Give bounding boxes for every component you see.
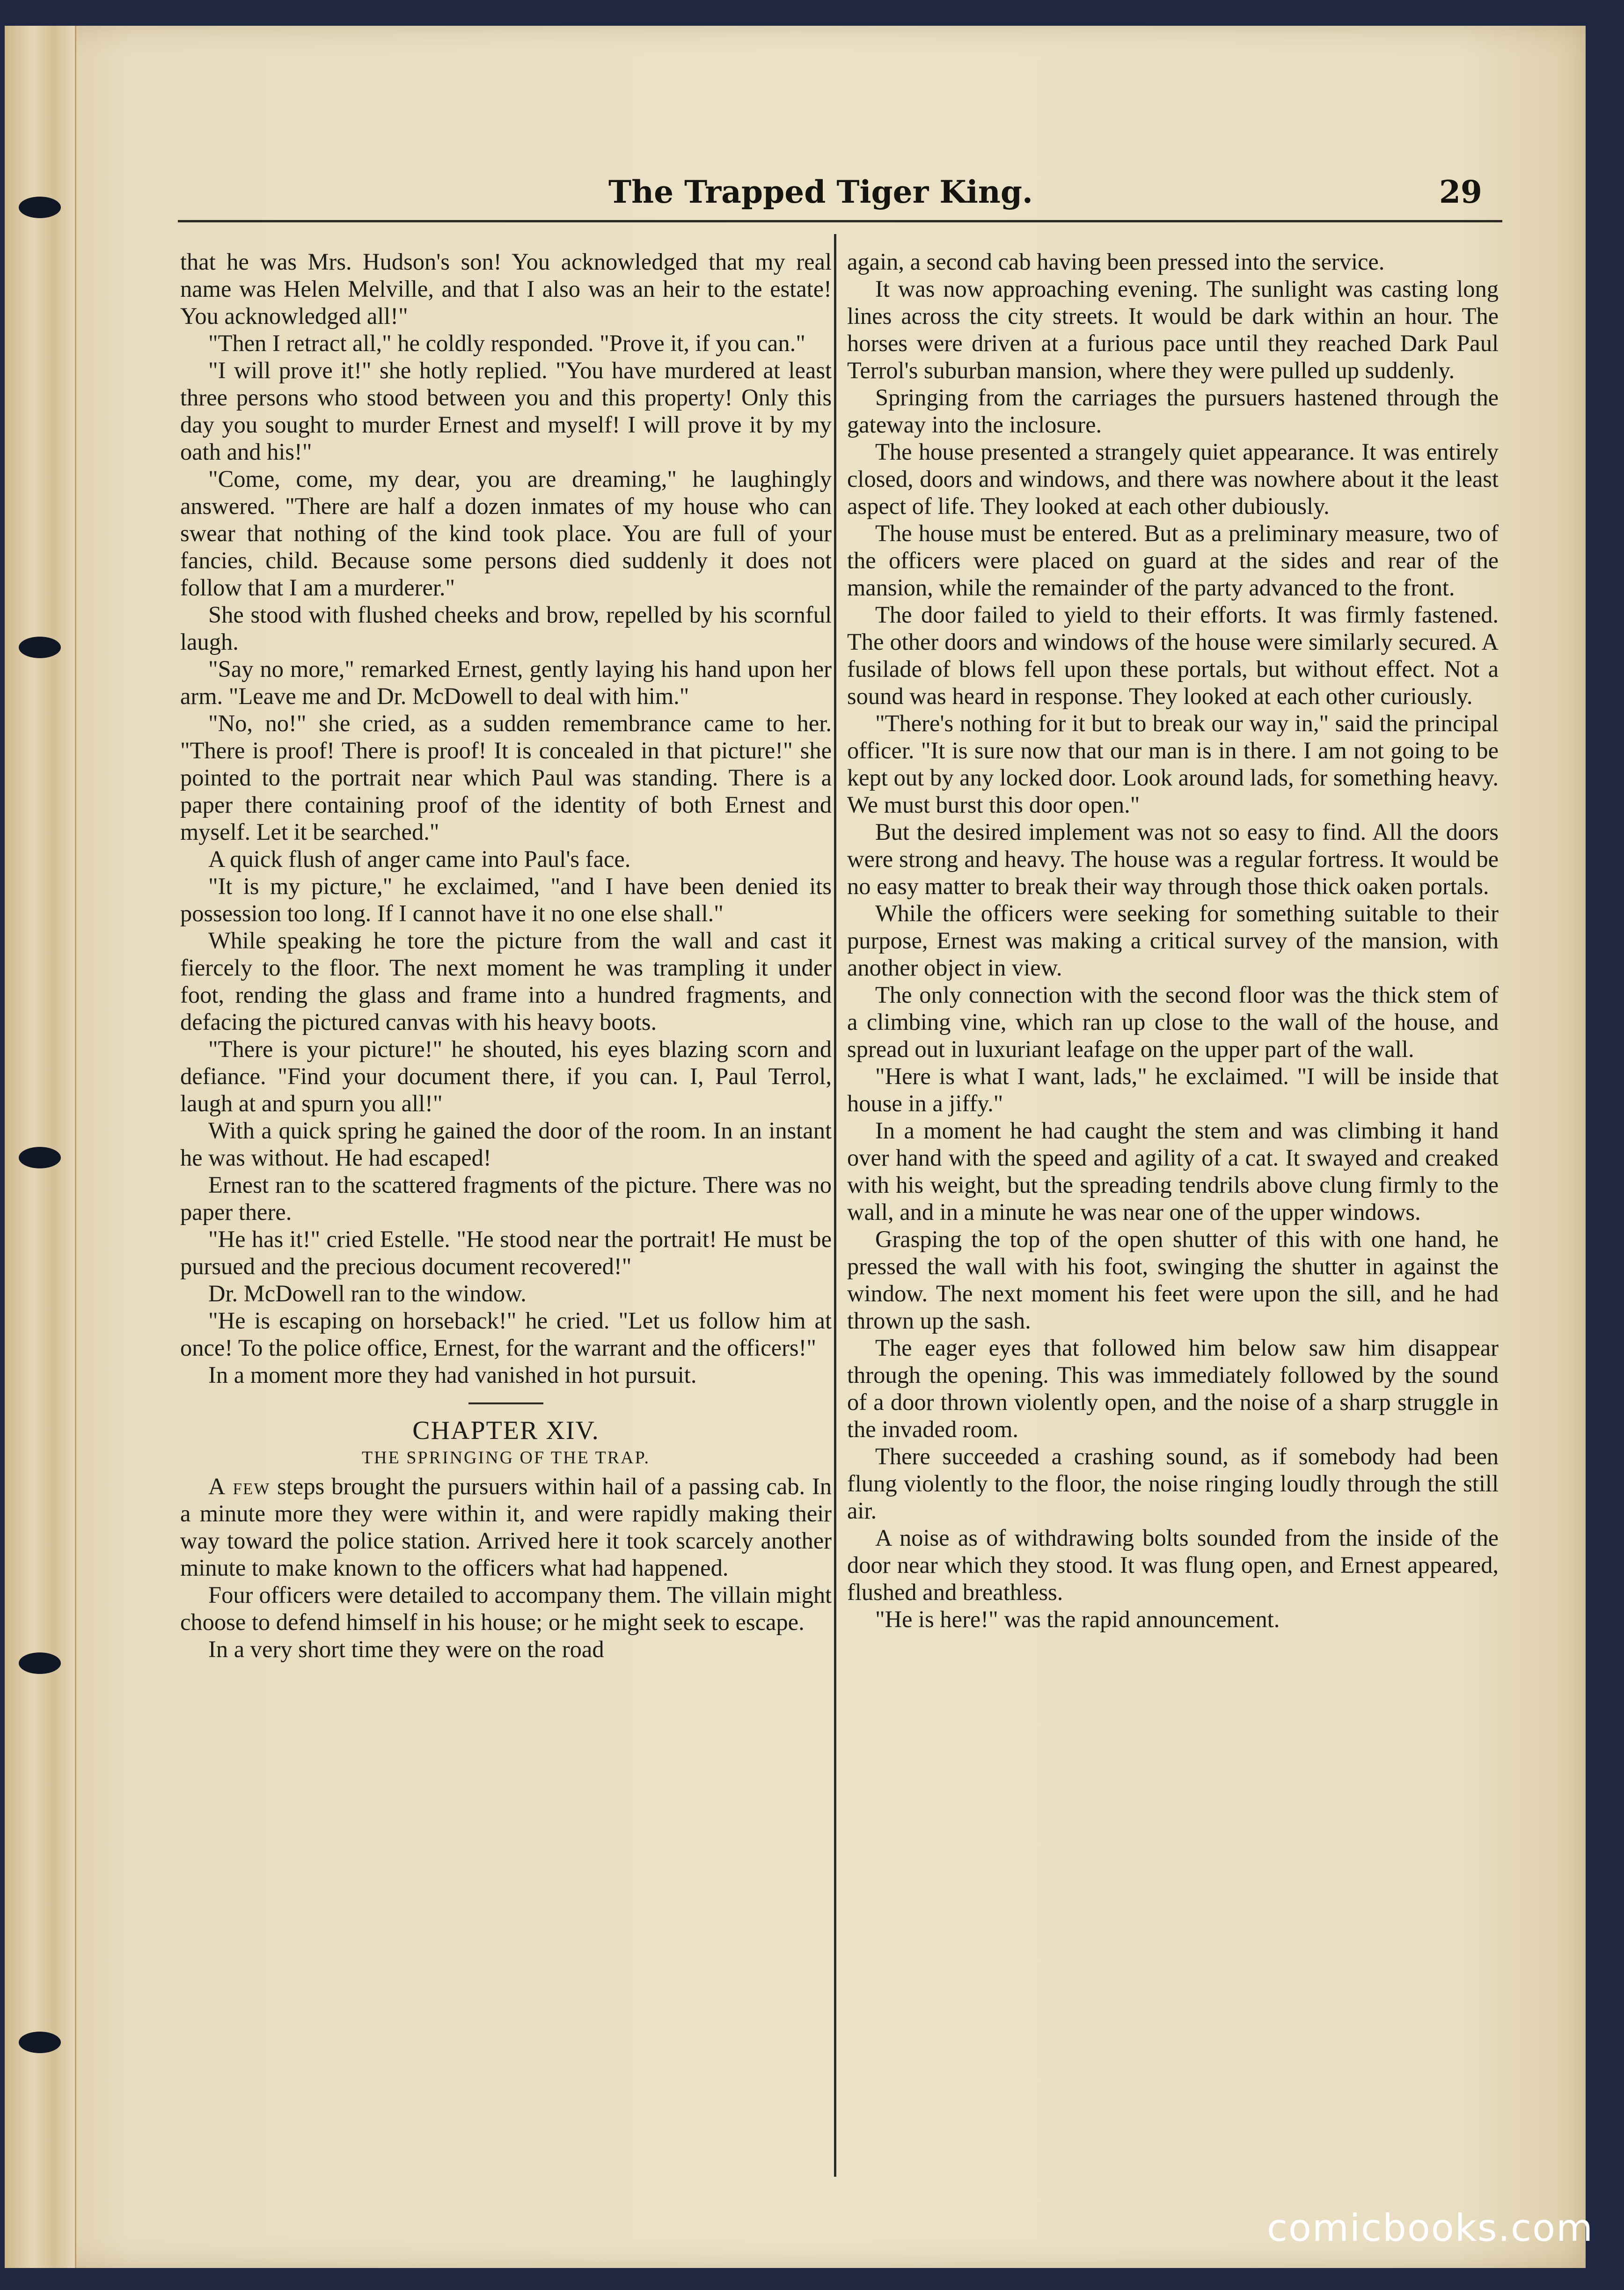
watermark: comicbooks.com [1266,2206,1594,2250]
page-number: 29 [1439,174,1482,210]
paragraph: "It is my picture," he exclaimed, "and I have been denied its possession too long. If I cannot have it no one else shall." [180,873,832,926]
paragraph: "He has it!" cried Estelle. "He stood near the portrait! He must be pursued and the precious document recovered!" [180,1226,832,1279]
paragraph: While speaking he tore the picture from the wall and cast it fiercely to the floor. The next moment he was trampling it under foot, rending the glass and frame into a hundred fragments, and defacing the pictured canvas with his heavy boots. [180,927,832,1035]
paragraph: Dr. McDowell ran to the window. [208,1280,527,1306]
paragraph: With a quick spring he gained the door of the room. In an instant he was without. He had escaped! [180,1117,832,1171]
paragraph: Springing from the carriages the pursuers hastened through the gateway into the inclosure. [847,384,1499,438]
column-divider [834,234,836,2177]
paragraph [180,1473,832,1581]
left-column [180,248,832,1663]
paragraph: "Then I retract all," he coldly responded. "Prove it, if you can." [208,330,805,356]
binding-hole [19,637,61,658]
paragraph: "There's nothing for it but to break our way in," said the principal officer. "It is sure now that our man is in there. I am not going to be kept out by any locked door. Look around lads, for something heavy. We must burst this door open." [847,710,1499,818]
paragraph: "Say no more," remarked Ernest, gently laying his hand upon her arm. "Leave me and Dr. McDowell to deal with him." [180,656,832,709]
chapter-subtitle: THE SPRINGING OF THE TRAP. [361,1448,651,1468]
header-rule [178,220,1502,222]
paragraph: that he was Mrs. Hudson's son! You acknowledged that my real name was Helen Melville, and that I also was an heir to the estate! You acknowledged all!" [180,249,832,329]
paragraph: "There is your picture!" he shouted, his eyes blazing scorn and defiance. "Find your document there, if you can. I, Paul Terrol, laugh at and spurn you all!" [180,1036,832,1116]
paragraph: Grasping the top of the open shutter of this with one hand, he pressed the wall with his foot, swinging the shutter in against the window. The next moment his feet were upon the sill, and he had thrown up the sash. [847,1226,1499,1334]
paragraph: The door failed to yield to their efforts. It was firmly fastened. The other doors and windows of the house were similarly secured. A fusilade of blows fell upon these portals, but without effect. Not a sound was heard in response. They looked at each other curiously. [847,602,1499,709]
paragraph-text: steps brought the pursuers within hail of a passing cab. In a minute more they were within it, and were rapidly making their way toward the police station. Arrived here it took scarcely another minute to make known to the officers what had happened. [180,1473,832,1581]
paragraph: In a moment he had caught the stem and was climbing it hand over hand with the speed and agility of a cat. It swayed and creaked with his weight, but the spreading tendrils above clung firmly to the wall, and in a minute he was near one of the upper windows. [847,1117,1499,1225]
paragraph: The only connection with the second floor was the thick stem of a climbing vine, which ran up close to the wall of the house, and spread out in luxuriant leafage on the upper part of the wall. [847,982,1499,1062]
paragraph: But the desired implement was not so easy to find. All the doors were strong and heavy. The house was a regular fortress. It would be no easy matter to break their way through those thick oaken portals. [847,819,1499,899]
paragraph: Ernest ran to the scattered fragments of the picture. There was no paper there. [180,1172,832,1225]
paragraph: There succeeded a crashing sound, as if somebody had been flung violently to the floor, the noise ringing loudly through the still air. [847,1443,1499,1524]
paragraph: A noise as of withdrawing bolts sounded from the inside of the door near which they stood. It was flung open, and Ernest appeared, flushed and breathless. [847,1525,1499,1605]
running-title: The Trapped Tiger King. [608,174,1033,210]
paragraph: "Here is what I want, lads," he exclaimed. "I will be inside that house in a jiffy." [847,1063,1499,1116]
binding-hole [19,197,61,218]
paragraph: "I will prove it!" she hotly replied. "You have murdered at least three persons who stood between you and this property! Only this day you sought to murder Ernest and myself! I will prove it by my oath and his!" [180,357,832,465]
paragraph: She stood with flushed cheeks and brow, repelled by his scornful laugh. [180,602,832,655]
paragraph: The house must be entered. But as a preliminary measure, two of the officers were placed on guard at the sides and rear of the mansion, while the remainder of the party advanced to the front. [847,520,1499,601]
chapter-rule [468,1402,543,1404]
binding-hole [19,1652,61,1674]
binding-hole [19,2032,61,2053]
right-column [847,248,1499,1633]
paragraph: In a very short time they were on the road [208,1636,604,1662]
paragraph: "He is escaping on horseback!" he cried. "Let us follow him at once! To the police office, Ernest, for the warrant and the officers!" [180,1307,832,1361]
chapter-lead-words: A few [208,1473,271,1499]
paragraph: While the officers were seeking for something suitable to their purpose, Ernest was making a critical survey of the mansion, with another object in view. [847,900,1499,981]
chapter-title: CHAPTER XIV. [412,1416,600,1445]
paragraph: "He is here!" was the rapid announcement. [875,1606,1280,1632]
paragraph: The house presented a strangely quiet appearance. It was entirely closed, doors and windows, and there was nowhere about it the least aspect of life. They looked at each other dubiously. [847,439,1499,519]
paragraph: again, a second cab having been pressed into the service. [847,249,1385,275]
paragraph: A quick flush of anger came into Paul's face. [208,846,631,872]
paragraph: It was now approaching evening. The sunlight was casting long lines across the city streets. It would be dark within an hour. The horses were driven at a furious pace until they reached Dark Paul Terrol's suburban mansion, where they were pulled up suddenly. [847,276,1499,383]
paragraph: In a moment more they had vanished in hot pursuit. [208,1362,697,1388]
paragraph: "No, no!" she cried, as a sudden remembrance came to her. "There is proof! There is proof! It is concealed in that picture!" she pointed to the portrait near which Paul was standing. There is a paper there containing proof of the identity of both Ernest and myself. Let it be searched." [180,710,832,845]
paragraph: The eager eyes that followed him below saw him disappear through the opening. This was immediately followed by the sound of a door thrown violently open, and the noise of a sharp struggle in the invaded room. [847,1335,1499,1442]
binding-hole [19,1147,61,1168]
paragraph: Four officers were detailed to accompany them. The villain might choose to defend himself in his house; or he might seek to escape. [180,1582,832,1635]
paragraph: "Come, come, my dear, you are dreaming," he laughingly answered. "There are half a dozen inmates of my house who can swear that nothing of the kind took place. You are full of your fancies, child. Because some persons died suddenly it does not follow that I am a murderer." [180,466,832,601]
